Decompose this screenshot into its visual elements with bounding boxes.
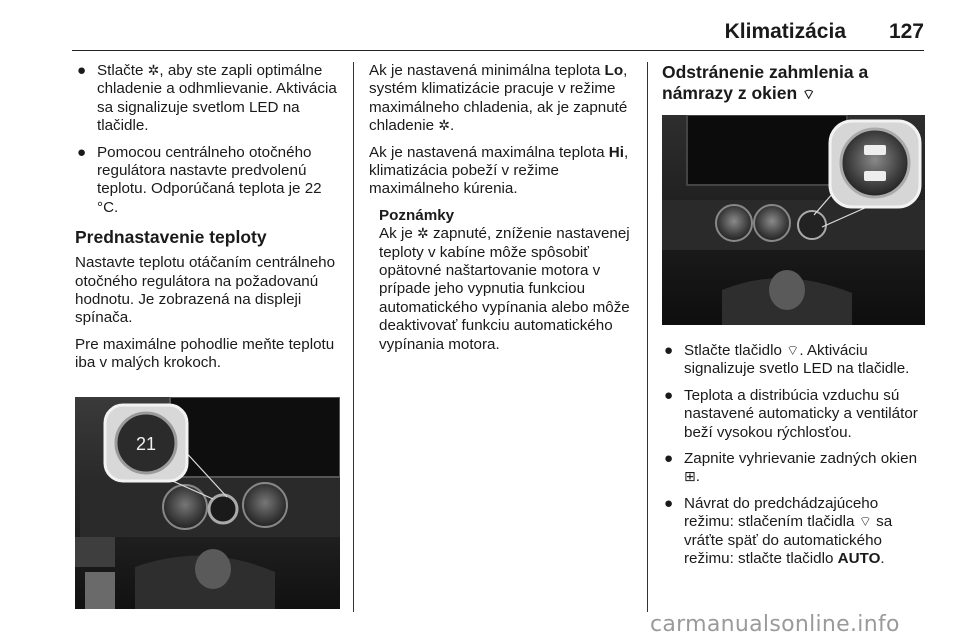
page-number: 127 (888, 20, 924, 43)
bullet: ● (664, 450, 674, 468)
note-text: Ak je ✲ zapnuté, zníženie nastavenej teploty v kabíne môže spôsobiť opätovné naštartovanie motora v prípade jeho vypnutia funkciou automatického vypínania alebo môže deaktivovať funkciu automatického vypínania motora. (379, 225, 630, 353)
page-header (72, 18, 924, 51)
paragraph: Ak je nastavená maximálna teplota Hi, klimatizácia pobeží v režime maximálneho kúrenia. (369, 143, 629, 198)
list-item: ● Stlačte ✲, aby ste zapli optimálne chladenie a odhmlievanie. Aktivácia sa signalizuje svetlom LED na tlačidle. (77, 62, 337, 135)
section-title: Klimatizácia (724, 20, 846, 43)
list-item: ● Zapnite vyhrievanie zadných okien ⊞. (664, 450, 918, 486)
section-heading: Prednastavenie teploty (75, 227, 267, 248)
windshield-defrost-icon: ⌔ (858, 513, 872, 530)
note-box (369, 207, 637, 354)
snowflake-icon: ✲ (147, 62, 160, 78)
column-divider (647, 62, 648, 612)
column-divider (353, 62, 354, 612)
paragraph: Ak je nastavená minimálna teplota Lo, systém klimatizácie pracuje v režime maximálneho chladenia, ak je zapnuté chladenie ✲. (369, 62, 628, 135)
list-item: ● Stlačte tlačidlo ⌔. Aktiváciu signalizuje svetlo LED na tlačidle. (664, 342, 910, 378)
note-title: Poznámky (379, 206, 455, 224)
paragraph: Nastavte teplotu otáčaním centrálneho otočného regulátora na požadovanú hodnotu. Je zobrazená na displeji spínača. (75, 254, 336, 327)
defrost-button-photo (662, 115, 925, 325)
snowflake-icon: ✲ (438, 117, 450, 134)
paragraph: Pre maximálne pohodlie meňte teplotu iba v malých krokoch. (75, 335, 335, 372)
climate-control-photo (75, 397, 340, 609)
snowflake-icon: ✲ (416, 225, 429, 242)
bullet: ● (77, 143, 87, 161)
section-heading: Odstránenie zahmlenia a námrazy z okien ⌔ (662, 62, 869, 103)
list-item: ● Pomocou centrálneho otočného regulátora nastavte predvolenú teplotu. Odporúčaná teplota je 22 °C. (77, 143, 322, 216)
watermark: carmanualsonline.info (650, 612, 900, 637)
windshield-defrost-icon: ⌔ (786, 342, 800, 358)
rear-window-defrost-icon: ⊞ (684, 468, 696, 485)
bullet: ● (77, 62, 87, 79)
column-1 (75, 62, 340, 381)
column-2 (369, 62, 637, 354)
bullet: ● (664, 386, 674, 404)
list-item: ● Návrat do predchádzajúceho režimu: stlačením tlačidla ⌔ sa vráťte späť do automatického režimu: stlačte tlačidlo AUTO. (664, 494, 893, 568)
column-3-list (662, 342, 928, 576)
temperature-readout: 21 (135, 434, 157, 454)
list-item: ● Teplota a distribúcia vzduchu sú nastavené automaticky a ventilátor beží vysokou rýchlosťou. (664, 386, 918, 441)
windshield-defrost-icon: ⌔ (802, 86, 816, 102)
bullet: ● (664, 342, 674, 359)
column-3 (662, 62, 928, 110)
bullet: ● (664, 494, 674, 512)
